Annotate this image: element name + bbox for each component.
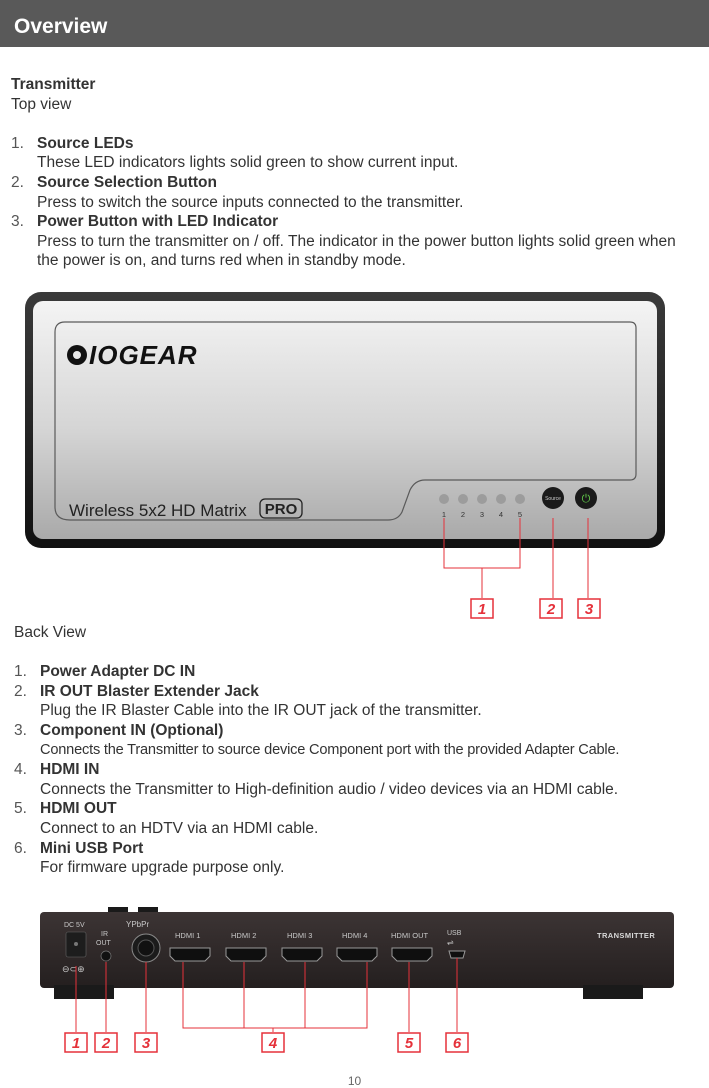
source-button[interactable]: [542, 487, 564, 509]
ir-label: IR: [101, 931, 108, 938]
usb-icon: ⇌: [447, 938, 454, 947]
list-item: [14, 799, 704, 838]
power-icon: ⏻: [581, 493, 591, 505]
source-led: [439, 494, 449, 504]
led-number: 1: [441, 510, 447, 519]
list-item: [14, 662, 704, 682]
transmitter-back-illustration: [40, 900, 680, 1070]
callout-number: 3: [141, 1035, 151, 1052]
item-number: 1.: [14, 663, 27, 681]
item-number: 6.: [14, 839, 27, 857]
led-number: 2: [460, 510, 466, 519]
hdmi-port: [337, 948, 377, 961]
page-title: Overview: [14, 15, 108, 38]
item-number: 2.: [14, 682, 27, 700]
model-label: Wireless 5x2 HD Matrix: [69, 501, 247, 520]
item-desc: Connects the Transmitter to source device Component port with the provided Adapter Cable.: [40, 741, 620, 758]
item-title: HDMI IN: [40, 761, 100, 779]
back-view-subheading: Back View: [14, 624, 87, 641]
source-button-label: Source: [545, 496, 561, 502]
usb-label: USB: [447, 930, 462, 937]
callout-number: 2: [546, 601, 556, 618]
item-desc: Connect to an HDTV via an HDMI cable.: [40, 819, 319, 837]
hdmi-port: [170, 948, 210, 961]
hdmi-out-port: [392, 948, 432, 961]
list-item: [14, 839, 704, 878]
item-number: 4.: [14, 761, 27, 779]
item-title: Component IN (Optional): [40, 721, 224, 739]
source-led: [496, 494, 506, 504]
hdmi-out-label: HDMI OUT: [391, 931, 429, 940]
back-view-section: [14, 623, 704, 878]
device-foot: [54, 985, 114, 999]
hdmi-label: HDMI 2: [231, 931, 257, 940]
mini-usb-port: [449, 951, 465, 958]
callout-number: 4: [268, 1035, 278, 1052]
dc-label: DC 5V: [64, 922, 85, 929]
header-bar: [0, 0, 709, 47]
item-desc: Press to switch the source inputs connected to the transmitter.: [37, 193, 464, 211]
ir-out-jack: [101, 951, 111, 961]
item-number: 1.: [11, 134, 24, 152]
list-item: [14, 760, 704, 799]
callout-number: 2: [101, 1035, 111, 1052]
source-led: [477, 494, 487, 504]
item-number: 2.: [11, 173, 24, 191]
item-desc: Plug the IR Blaster Cable into the IR OUT jack of the transmitter.: [40, 702, 482, 720]
brand-text: IOGEAR: [89, 340, 198, 370]
transmitter-label: TRANSMITTER: [597, 931, 656, 940]
hdmi-port: [226, 948, 266, 961]
top-view-subheading: Top view: [11, 95, 72, 113]
ir-label: OUT: [96, 940, 111, 947]
callout-number: 6: [452, 1035, 462, 1052]
list-item: [14, 721, 704, 760]
list-item: [11, 212, 701, 271]
item-title: Mini USB Port: [40, 839, 144, 857]
list-item: [11, 134, 701, 173]
device-foot: [583, 985, 643, 999]
list-item: [14, 682, 704, 721]
list-item: [11, 173, 701, 212]
ypbpr-label: YPbPr: [126, 920, 150, 929]
led-number: 5: [517, 510, 523, 519]
item-title: Source Selection Button: [37, 173, 217, 191]
callout-number: 1: [477, 601, 487, 618]
source-led: [515, 494, 525, 504]
item-desc: These LED indicators lights solid green to show current input.: [37, 154, 459, 172]
power-button[interactable]: [575, 487, 597, 509]
transmitter-top-illustration: [25, 292, 670, 622]
page-number: 10: [347, 1074, 362, 1088]
item-number: 5.: [14, 800, 27, 818]
item-number: 3.: [14, 721, 27, 739]
led-number: 3: [479, 510, 485, 519]
callout-number: 5: [404, 1035, 414, 1052]
led-number: 4: [498, 510, 504, 519]
item-desc: Press to turn the transmitter on / off. The indicator in the power button lights solid green when the power is on, and turns red when in standby mode.: [37, 232, 676, 270]
item-desc: Connects the Transmitter to High-definition audio / video devices via an HDMI cable.: [40, 780, 619, 798]
dc-polarity-icon: ⊖⊂⊕: [62, 964, 85, 974]
callout-number: 1: [71, 1035, 81, 1052]
source-led: [458, 494, 468, 504]
callout-badges: [471, 599, 600, 618]
hdmi-label: HDMI 1: [175, 931, 201, 940]
item-number: 3.: [11, 213, 24, 231]
hdmi-label: HDMI 3: [287, 931, 313, 940]
pro-badge: PRO: [264, 501, 298, 518]
callout-number: 3: [584, 601, 594, 618]
item-title: Power Button with LED Indicator: [37, 213, 279, 231]
item-title: Power Adapter DC IN: [40, 663, 196, 681]
item-title: IR OUT Blaster Extender Jack: [40, 682, 259, 700]
transmitter-section: [11, 75, 701, 271]
item-title: Source LEDs: [37, 134, 134, 152]
hdmi-label: HDMI 4: [342, 931, 368, 940]
callout-badges: [65, 1033, 468, 1052]
item-desc: For firmware upgrade purpose only.: [40, 859, 285, 877]
item-title: HDMI OUT: [40, 800, 117, 818]
transmitter-heading: Transmitter: [11, 76, 96, 93]
hdmi-port: [282, 948, 322, 961]
